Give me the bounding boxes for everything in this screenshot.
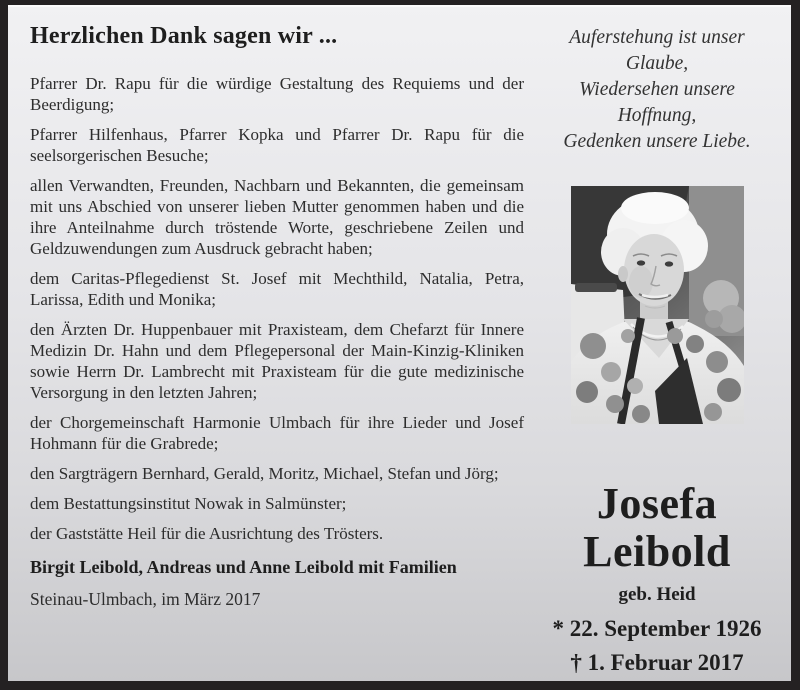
birth-date: * 22. September 1926: [552, 616, 762, 641]
thanks-paragraph-funeral-home: dem Bestattungsinstitut Nowak in Salmünster;: [30, 494, 347, 513]
death-date: † 1. Februar 2017: [570, 650, 744, 675]
memorial-section: [532, 25, 782, 676]
portrait-photo: [571, 186, 744, 424]
deceased-name: [532, 480, 782, 576]
thanks-paragraph-clergy-requiem: Pfarrer Dr. Rapu für die würdige Gestaltung des Requiems und der Beerdigung;: [30, 74, 524, 114]
verse-line: Wiedersehen unsere: [579, 79, 735, 100]
verse-line: Gedenken unsere Liebe.: [563, 131, 751, 152]
thanks-paragraph-choir: der Chorgemeinschaft Harmonie Ulmbach für ihre Lieder und Josef Hohmann für die Grabrede;: [30, 413, 524, 453]
signature-line: Birgit Leibold, Andreas und Anne Leibold mit Familien: [30, 557, 457, 577]
thanks-paragraph-relatives-friends: allen Verwandten, Freunden, Nachbarn und Bekannten, die gemeinsam mit uns Abschied von unserer lieben Mutter genommen haben und die ihre Anteilnahme durch tröstende Worte, geschriebene Zeilen und Geldzuwendungen zum Ausdruck gebracht haben;: [30, 176, 524, 258]
thanks-section: [30, 21, 524, 610]
verse-line: Hoffnung,: [617, 105, 697, 126]
memorial-verse: [532, 25, 782, 155]
portrait-photo-illustration: [571, 186, 744, 424]
thanks-paragraph-pallbearers: den Sargträgern Bernhard, Gerald, Moritz, Michael, Stefan und Jörg;: [30, 464, 499, 483]
thanks-paragraph-clergy-visits: Pfarrer Hilfenhaus, Pfarrer Kopka und Pfarrer Dr. Rapu für die seelsorgerischen Besuche;: [30, 125, 524, 165]
place-date-line: Steinau-Ulmbach, im März 2017: [30, 589, 261, 609]
maiden-name: geb. Heid: [618, 584, 696, 605]
page-title: Herzlichen Dank sagen wir ...: [30, 23, 338, 49]
thanks-paragraph-restaurant: der Gaststätte Heil für die Ausrichtung des Trösters.: [30, 524, 384, 543]
thanks-paragraph-doctors: den Ärzten Dr. Huppenbauer mit Praxisteam, dem Chefarzt für Innere Medizin Dr. Hahn und dem Pflegepersonal der Main-Kinzig-Kliniken sowie Herrn Dr. Lambrecht mit Praxisteam für die gute medizinische Versorgung in den letzten Jahren;: [30, 320, 524, 402]
verse-line: Auferstehung ist unser: [569, 27, 745, 48]
deceased-first-name: Josefa: [596, 479, 718, 528]
thanks-paragraph-care-service: dem Caritas-Pflegedienst St. Josef mit Mechthild, Natalia, Petra, Larissa, Edith und Monika;: [30, 269, 524, 309]
verse-line: Glaube,: [625, 53, 689, 74]
deceased-last-name: Leibold: [583, 527, 731, 576]
